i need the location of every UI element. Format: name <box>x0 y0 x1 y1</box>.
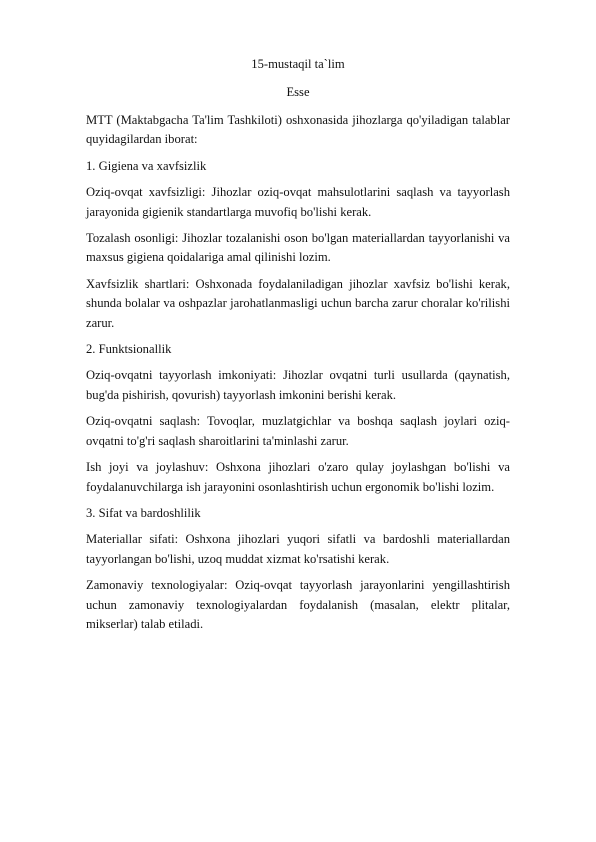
paragraph-cleaning-ease: Tozalash osonligi: Jihozlar tozalanishi oson bo'lgan materiallardan tayyorlanishi va maxsus gigiena qoidalariga amal qilinishi lozim. <box>86 231 510 265</box>
section-heading-functionality: 2. Funktsionallik <box>86 342 172 357</box>
document-title: 15-mustaqil ta`lim <box>251 57 345 71</box>
paragraph-modern-technology: Zamonaviy texnologiyalar: Oziq-ovqat tayyorlash jarayonlarini yengillashtirish uchun zamonaviy texnologiyalardan foydalanish (masalan, elektr plitalar, mikserlar) talab etiladi. <box>86 578 510 631</box>
paragraph-food-storage: Oziq-ovqatni saqlash: Tovoqlar, muzlatgichlar va boshqa saqlash joylari oziq-ovqatni to'g'ri saqlash sharoitlarini ta'minlashi zarur. <box>86 414 510 448</box>
section-heading-hygiene: 1. Gigiena va xavfsizlik <box>86 158 207 173</box>
paragraph-food-preparation: Oziq-ovqatni tayyorlash imkoniyati: Jihozlar ovqatni turli usullarda (qaynatish, bug'da pishirish, qovurish) tayyorlash imkonini berishi kerak. <box>86 368 510 402</box>
paragraph-material-quality: Materiallar sifati: Oshxona jihozlari yuqori sifatli va bardoshli materiallardan tayyorlangan bo'lishi, uzoq muddat xizmat ko'rsatishi kerak. <box>86 532 510 566</box>
paragraph-workplace-layout: Ish joyi va joylashuv: Oshxona jihozlari o'zaro qulay joylashgan bo'lishi va foydalanuvchilarga ish jarayonini osonlashtirish uchun ergonomik bo'lishi lozim. <box>86 460 510 494</box>
paragraph-food-safety: Oziq-ovqat xavfsizligi: Jihozlar oziq-ovqat mahsulotlarini saqlash va tayyorlash jarayonida gigienik standartlarga muvofiq bo'lishi kerak. <box>86 185 510 219</box>
paragraph-safety-conditions: Xavfsizlik shartlari: Oshxonada foydalaniladigan jihozlar xavfsiz bo'lishi kerak, shunda bolalar va oshpazlar jarohatlanmasligi uchun barcha zarur choralar ko'rilishi zarur. <box>86 276 510 330</box>
section-heading-quality: 3. Sifat va bardoshlilik <box>86 505 201 520</box>
document-page <box>86 56 510 641</box>
document-subtitle: Esse <box>286 85 310 99</box>
intro-paragraph: MTT (Maktabgacha Ta'lim Tashkiloti) oshxonasida jihozlarga qo'yiladigan talablar quyidagilardan iborat: <box>86 113 510 147</box>
